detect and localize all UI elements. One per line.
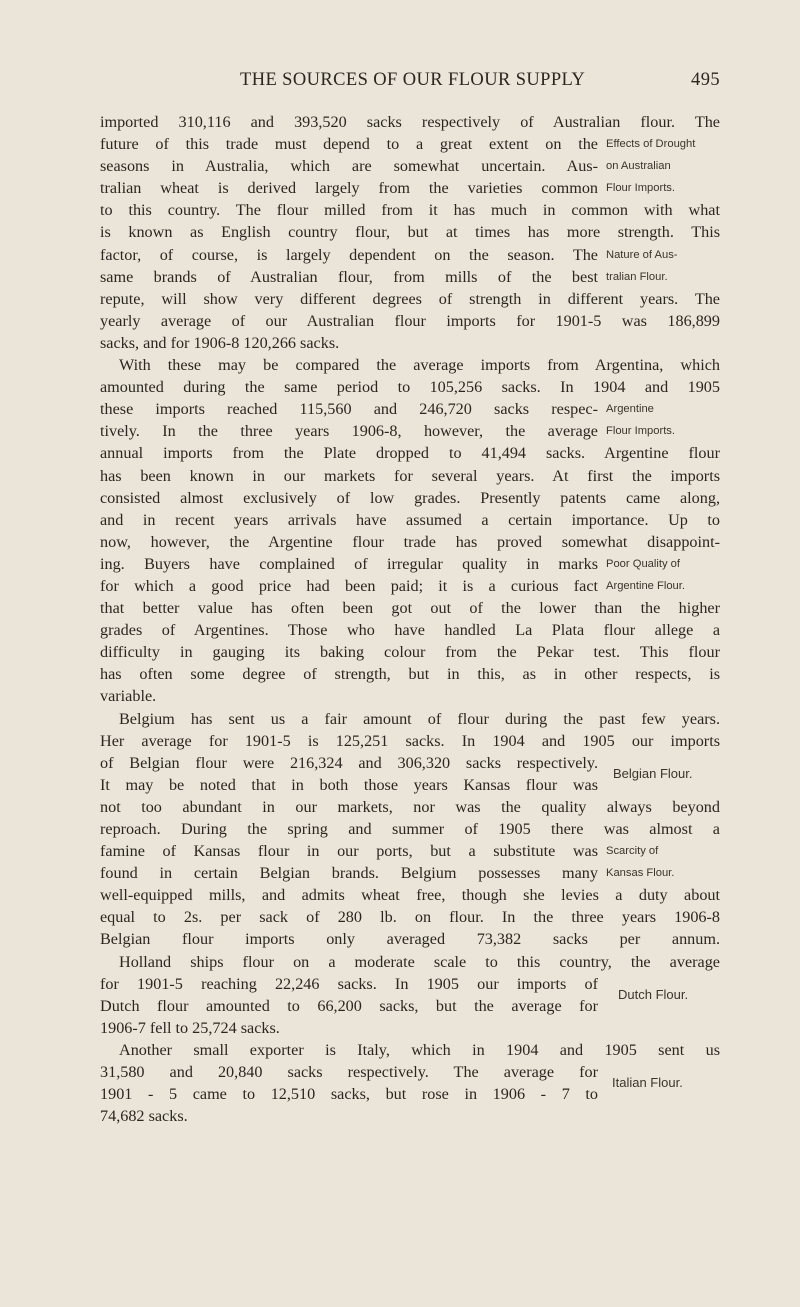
text-line: variable. — [100, 687, 157, 706]
text-line: Another small exporter is Italy, which in 1904 and 1905 sent us — [119, 1040, 720, 1059]
text-row — [0, 266, 800, 288]
text-line: future of this trade must depend to a great extent on the — [100, 135, 598, 154]
margin-note: Argentine Flour. — [606, 579, 685, 592]
text-line: and in recent years arrivals have assumed a certain importance. Up to — [100, 510, 720, 529]
text-line: With these may be compared the average imports from Argentina, which — [119, 356, 720, 375]
text-line: Her average for 1901-5 is 125,251 sacks. In 1904 and 1905 our imports — [100, 731, 720, 750]
text-line: tively. In the three years 1906-8, however, the average — [100, 422, 598, 441]
text-row — [0, 641, 800, 663]
text-line: imported 310,116 and 393,520 sacks respectively of Australian flour. The — [100, 113, 720, 131]
text-row — [0, 553, 800, 575]
page-number: 495 — [691, 70, 720, 90]
text-row — [0, 862, 800, 884]
text-line: consisted almost exclusively of low grades. Presently patents came along, — [100, 488, 720, 507]
text-line: same brands of Australian flour, from mills of the best — [100, 267, 598, 286]
margin-note: Nature of Aus- — [606, 248, 678, 261]
text-line: 74,682 sacks. — [100, 1107, 188, 1126]
text-row — [0, 619, 800, 641]
text-row — [0, 1039, 800, 1061]
text-line: 1901 - 5 came to 12,510 sacks, but rose in 1906 - 7 to — [100, 1085, 598, 1104]
margin-note: Belgian Flour. — [613, 765, 693, 781]
text-line: for which a good price had been paid; it is a curious fact — [100, 576, 598, 595]
margin-note: Argentine — [606, 403, 654, 416]
text-row — [0, 951, 800, 973]
text-row — [0, 310, 800, 332]
text-row — [0, 1061, 800, 1091]
text-line: Belgian flour imports only averaged 73,382 sacks per annum. — [100, 930, 720, 949]
margin-note: Scarcity of — [606, 845, 659, 858]
text-row — [0, 288, 800, 310]
text-line: has often some degree of strength, but in this, as in other respects, is — [100, 665, 720, 684]
text-line: amounted during the same period to 105,256 sacks. In 1904 and 1905 — [100, 378, 720, 397]
text-line: reproach. During the spring and summer of 1905 there was almost a — [100, 820, 720, 838]
text-line: for 1901-5 reaching 22,246 sacks. In 1905 our imports of — [100, 974, 598, 993]
text-row — [0, 884, 800, 906]
text-line: Belgium has sent us a fair amount of flour during the past few years. — [119, 709, 720, 728]
text-row — [0, 398, 800, 420]
margin-note: Poor Quality of — [606, 557, 680, 570]
text-row — [0, 774, 800, 796]
text-row — [0, 442, 800, 464]
text-row — [0, 244, 800, 266]
text-row — [0, 663, 800, 685]
text-row — [0, 354, 800, 376]
text-row — [0, 973, 800, 1002]
text-line: these imports reached 115,560 and 246,720 sacks respec- — [100, 400, 598, 419]
body-text — [0, 111, 800, 1127]
text-row — [0, 376, 800, 398]
text-line: annual imports from the Plate dropped to 41,494 sacks. Argentine flour — [100, 444, 720, 463]
margin-note: on Australian — [606, 160, 671, 173]
text-line: 1906-7 fell to 25,724 sacks. — [100, 1018, 280, 1037]
text-row — [0, 465, 800, 487]
text-row — [0, 531, 800, 553]
margin-note: Italian Flour. — [612, 1075, 683, 1091]
margin-note: Kansas Flour. — [606, 867, 675, 880]
text-line: of Belgian flour were 216,324 and 306,320 sacks respectively. — [100, 753, 598, 772]
margin-note: Dutch Flour. — [618, 986, 689, 1002]
text-row — [0, 818, 800, 840]
text-line: It may be noted that in both those years Kansas flour was — [100, 775, 598, 794]
text-line: difficulty in gauging its baking colour from the Pekar test. This flour — [100, 643, 720, 662]
text-row — [0, 995, 800, 1017]
text-row — [0, 111, 800, 133]
text-line: Dutch flour amounted to 66,200 sacks, but the average for — [100, 996, 598, 1015]
text-line: tralian wheat is derived largely from the varieties common — [100, 179, 598, 198]
text-line: factor, of course, is largely dependent on the season. The — [100, 245, 598, 264]
text-line: Holland ships flour on a moderate scale to this country, the average — [119, 952, 720, 971]
text-row — [0, 177, 800, 199]
text-line: equal to 2s. per sack of 280 lb. on flour. In the three years 1906-8 — [100, 908, 720, 927]
text-row — [0, 575, 800, 597]
text-line: 31,580 and 20,840 sacks respectively. The average for — [100, 1063, 598, 1082]
text-line: ing. Buyers have complained of irregular quality in marks — [100, 554, 598, 573]
text-row — [0, 1017, 800, 1039]
running-header — [100, 70, 720, 94]
text-row — [0, 1083, 800, 1105]
text-row — [0, 708, 800, 730]
margin-note: tralian Flour. — [606, 270, 668, 283]
text-row — [0, 332, 800, 354]
text-row — [0, 597, 800, 619]
text-row — [0, 199, 800, 221]
text-row — [0, 840, 800, 862]
text-line: famine of Kansas flour in our ports, but a substitute was — [100, 842, 598, 861]
text-line: yearly average of our Australian flour imports for 1901-5 was 186,899 — [100, 311, 720, 330]
text-line: found in certain Belgian brands. Belgium possesses many — [100, 864, 598, 883]
text-line: not too abundant in our markets, nor was the quality always beyond — [100, 797, 720, 816]
margin-note: Flour Imports. — [606, 182, 676, 195]
text-line: grades of Argentines. Those who have handled La Plata flour allege a — [100, 621, 720, 640]
text-row — [0, 685, 800, 707]
text-line: seasons in Australia, which are somewhat uncertain. Aus- — [100, 157, 598, 176]
text-line: has been known in our markets for several years. At first the imports — [100, 466, 720, 485]
text-line: that better value has often been got out of the lower than the higher — [100, 599, 720, 618]
text-line: well-equipped mills, and admits wheat free, though she levies a duty about — [100, 886, 720, 905]
text-line: now, however, the Argentine flour trade has proved somewhat disappoint- — [100, 532, 720, 551]
text-row — [0, 906, 800, 928]
text-row — [0, 796, 800, 818]
margin-note: Flour Imports. — [606, 425, 676, 438]
text-row — [0, 509, 800, 531]
text-row — [0, 221, 800, 243]
text-line: sacks, and for 1906-8 120,266 sacks. — [100, 333, 340, 352]
text-row — [0, 133, 800, 155]
text-line: to this country. The flour milled from it has much in common with what — [100, 201, 720, 220]
margin-note: Effects of Drought — [606, 138, 696, 151]
text-row — [0, 420, 800, 442]
text-line: is known as English country flour, but at times has more strength. This — [100, 223, 720, 242]
running-title: THE SOURCES OF OUR FLOUR SUPPLY — [240, 70, 586, 90]
text-row — [0, 155, 800, 177]
text-line: repute, will show very different degrees of strength in different years. The — [100, 289, 720, 308]
text-row — [0, 487, 800, 509]
text-row — [0, 752, 800, 781]
text-row — [0, 730, 800, 752]
text-row — [0, 1105, 800, 1127]
text-row — [0, 928, 800, 950]
